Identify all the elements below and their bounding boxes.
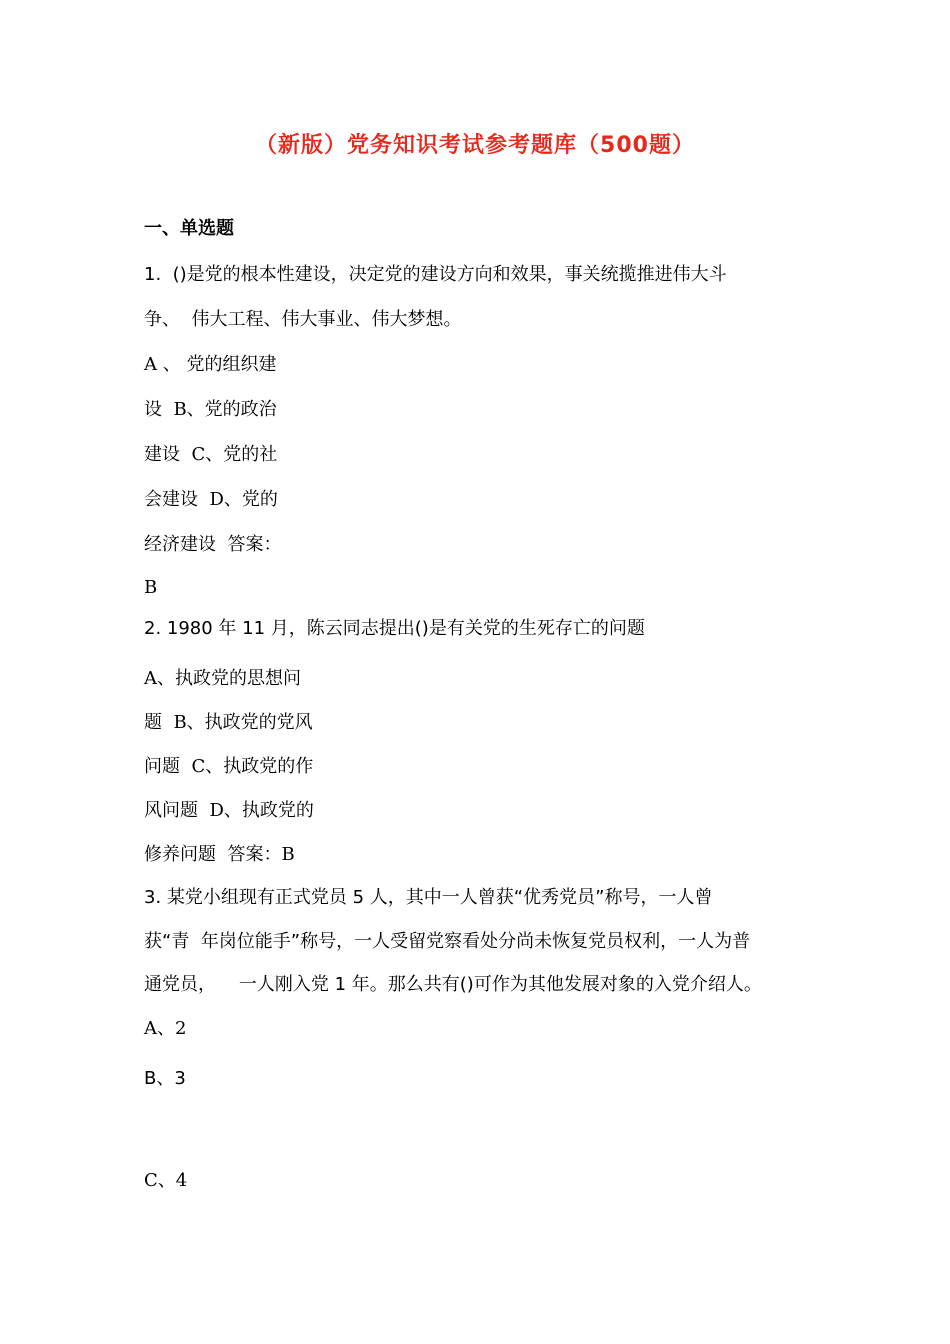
question-1-text-line-2: 争、 伟大工程、伟大事业、伟大梦想。 [144,309,462,330]
question-2-option-line: A、执政党的思想问 [144,668,301,689]
question-3-text-line-3: 通党员， 一人刚入党 1 年。那么共有()可作为其他发展对象的入党介绍人。 [144,974,762,995]
question-1-option-line: 设 B、党的政治 [144,399,277,420]
question-2-option-line: 风问题 D、执政党的 [144,800,314,821]
question-2-answer: 修养问题 答案：B [144,844,295,865]
section-heading: 一、单选题 [144,218,234,239]
question-3-option-a: A、2 [144,1018,187,1039]
question-2-option-line: 问题 C、执政党的作 [144,756,314,777]
question-1-option-line: 建设 C、党的社 [144,444,278,465]
question-2-text: 2. 1980 年 11 月，陈云同志提出()是有关党的生死存亡的问题 [144,618,645,639]
question-3-text-line-1: 3. 某党小组现有正式党员 5 人，其中一人曾获“优秀党员”称号，一人曾 [144,887,713,908]
question-3-option-b: B、3 [144,1068,186,1089]
question-1-answer-value: B [144,577,158,598]
question-2-option-line: 题 B、执政党的党风 [144,712,313,733]
question-1-text-line-1: 1. ()是党的根本性建设，决定党的建设方向和效果，事关统揽推进伟大斗 [144,264,727,285]
document-title: （新版）党务知识考试参考题库（500题） [255,133,695,158]
question-1-option-line: A 、 党的组织建 [144,354,277,375]
question-1-option-line: 会建设 D、党的 [144,489,278,510]
question-1-answer-label: 经济建设 答案： [144,534,282,555]
question-3-text-line-2: 获“青 年岗位能手”称号，一人受留党察看处分尚未恢复党员权利，一人为普 [144,931,751,952]
question-3-option-c: C、4 [144,1170,188,1191]
